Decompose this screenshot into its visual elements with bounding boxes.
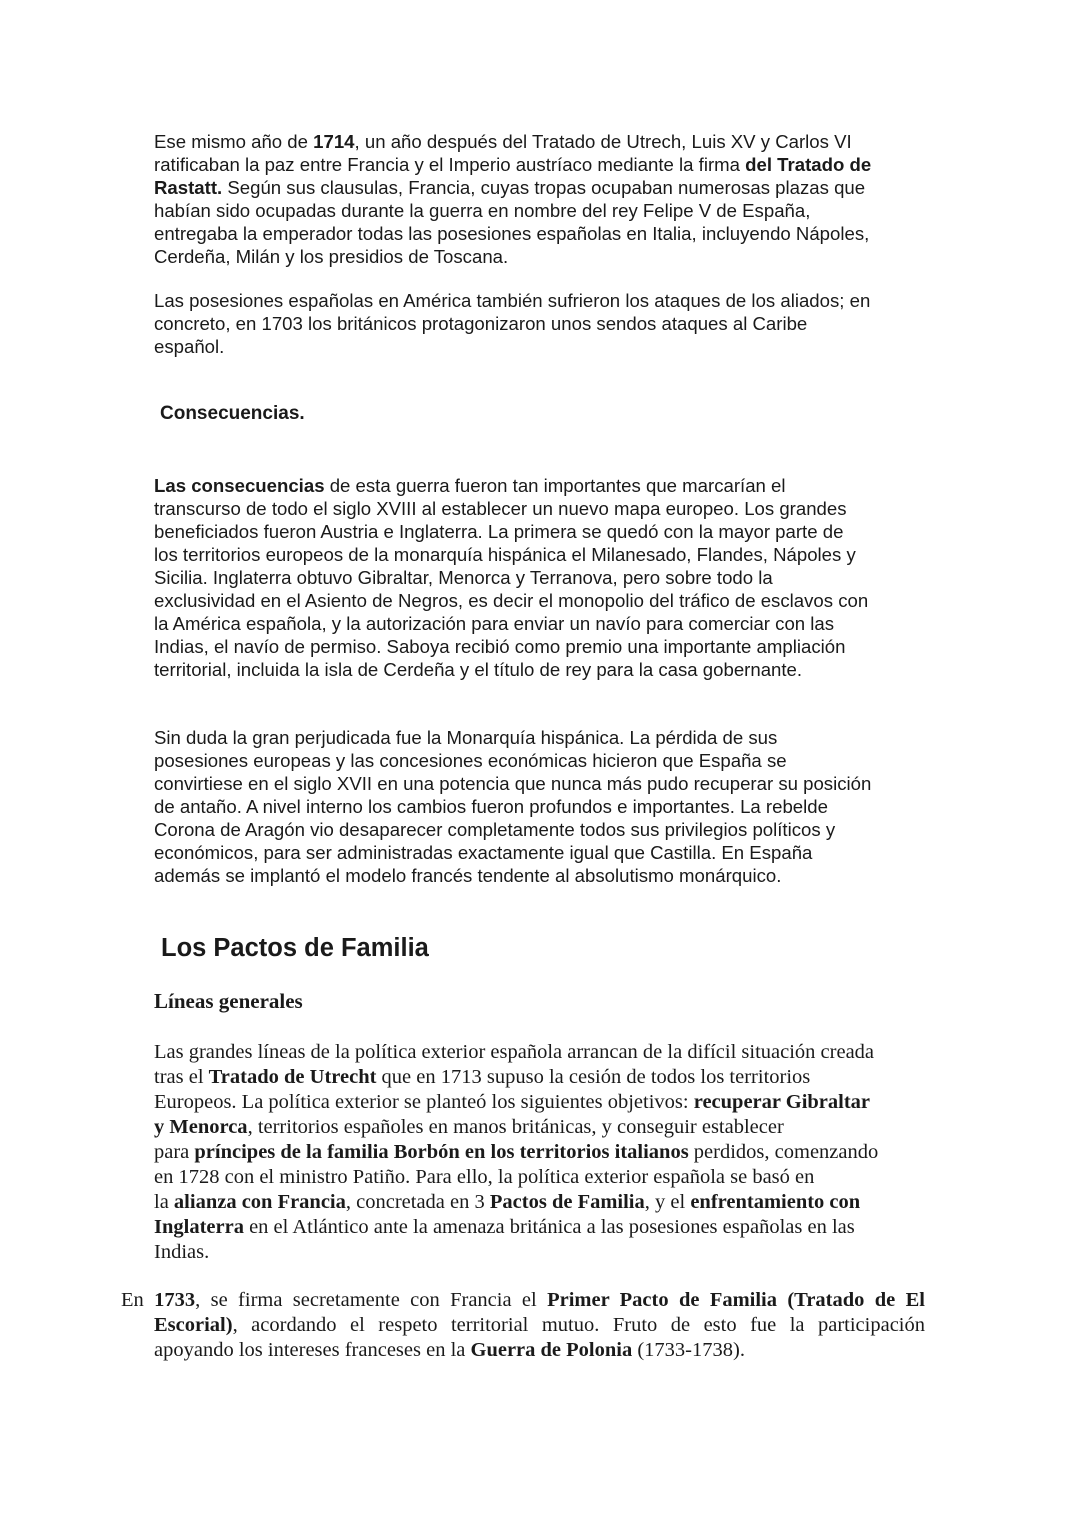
bold-text: Rastatt. xyxy=(154,177,223,198)
text-line xyxy=(121,1288,925,1313)
bold-text: Inglaterra xyxy=(154,1216,244,1238)
text: (1733-1738). xyxy=(632,1339,745,1361)
text: territorial, incluida la isla de Cerdeña y el título de rey para la casa gobernante. xyxy=(154,659,803,680)
text-line xyxy=(154,589,944,612)
text: entregaba la emperador todas las posesiones españolas en Italia, incluyendo Nápoles, xyxy=(154,223,870,244)
paragraph-rastatt xyxy=(154,130,944,268)
text-line xyxy=(154,176,944,199)
text: apoyando los intereses franceses en la xyxy=(154,1339,471,1361)
text: de esta guerra fueron tan importantes que marcarían el xyxy=(324,475,786,496)
bold-text: enfrentamiento con xyxy=(690,1191,861,1213)
text: español. xyxy=(154,336,225,357)
text: para xyxy=(154,1141,195,1163)
text: en 1728 con el ministro Patiño. Para ello, la política exterior española se basó en xyxy=(154,1166,815,1188)
text-line xyxy=(154,818,944,841)
text-line xyxy=(154,1165,944,1190)
paragraph-lineas-generales xyxy=(154,1040,944,1265)
text-line xyxy=(154,795,944,818)
text: económicos, para ser administradas exactamente igual que Castilla. En España xyxy=(154,842,813,863)
paragraph-primer-pacto xyxy=(121,1288,944,1363)
bold-text: Tratado de Utrecht xyxy=(208,1066,377,1088)
text-line xyxy=(154,1115,944,1140)
text: además se implantó el modelo francés tendente al absolutismo monárquico. xyxy=(154,865,782,886)
heading-pactos-de-familia: Los Pactos de Familia xyxy=(161,934,429,962)
bold-text: 1714 xyxy=(313,131,355,152)
text-line xyxy=(154,1065,944,1090)
text-line xyxy=(154,312,944,335)
heading-lineas-generales: Líneas generales xyxy=(154,989,303,1013)
text: tras el xyxy=(154,1066,209,1088)
text-line xyxy=(154,199,944,222)
text: beneficiados fueron Austria e Inglaterra. La primera se quedó con la mayor parte de xyxy=(154,521,844,542)
text: Europeos. La política exterior se planteó los siguientes objetivos: xyxy=(154,1091,694,1113)
text: perdidos, comenzando xyxy=(688,1141,879,1163)
paragraph-monarquia xyxy=(154,726,944,887)
text: Cerdeña, Milán y los presidios de Toscana. xyxy=(154,246,509,267)
text: habían sido ocupadas durante la guerra en nombre del rey Felipe V de España, xyxy=(154,200,811,221)
bold-text: Primer Pacto de Familia (Tratado de El xyxy=(547,1289,925,1311)
text: en el Atlántico ante la amenaza británica a las posesiones españolas en las xyxy=(243,1216,855,1238)
text-line xyxy=(154,1190,944,1215)
text: , acordando el respeto territorial mutuo. Fruto de esto fue la participación xyxy=(232,1314,925,1336)
text: , territorios españoles en manos británicas, y conseguir establecer xyxy=(247,1116,784,1138)
text: Indias. xyxy=(154,1241,210,1263)
text: Según sus clausulas, Francia, cuyas tropas ocupaban numerosas plazas que xyxy=(222,177,866,198)
text: , y el xyxy=(644,1191,691,1213)
bold-text: Las consecuencias xyxy=(154,475,325,496)
text-line xyxy=(154,1313,925,1338)
text-line xyxy=(154,1090,944,1115)
text-line xyxy=(154,1040,944,1065)
text: convirtiese en el siglo XVII en una potencia que nunca más pudo recuperar su posición xyxy=(154,773,872,794)
text: Las posesiones españolas en América también sufrieron los ataques de los aliados; en xyxy=(154,290,871,311)
text-line xyxy=(154,245,944,268)
paragraph-consecuencias xyxy=(154,474,944,681)
bold-text: y Menorca xyxy=(154,1116,248,1138)
text: la América española, y la autorización para enviar un navío para comerciar con las xyxy=(154,613,835,634)
text: , se firma secretamente con Francia el xyxy=(195,1289,548,1311)
text-line xyxy=(154,222,944,245)
bold-text: del Tratado de xyxy=(745,154,872,175)
text-line xyxy=(154,130,944,153)
text-line xyxy=(154,520,944,543)
text-line xyxy=(154,289,944,312)
text: Las grandes líneas de la política exterior española arrancan de la difícil situación creada xyxy=(154,1041,875,1063)
text-line xyxy=(154,658,944,681)
text: posesiones europeas y las concesiones económicas hicieron que España se xyxy=(154,750,787,771)
text-line xyxy=(154,1338,925,1363)
text-line xyxy=(154,474,944,497)
bold-text: Pactos de Familia xyxy=(489,1191,645,1213)
paragraph-america xyxy=(154,289,944,358)
bold-text: Escorial) xyxy=(154,1314,233,1336)
text: concreto, en 1703 los británicos protagonizaron unos sendos ataques al Caribe xyxy=(154,313,808,334)
text: de antaño. A nivel interno los cambios fueron profundos e importantes. La rebelde xyxy=(154,796,828,817)
text-line xyxy=(154,543,944,566)
text: , concretada en 3 xyxy=(345,1191,490,1213)
text: Indias, el navío de permiso. Saboya recibió como premio una importante ampliación xyxy=(154,636,846,657)
bold-text: alianza con Francia xyxy=(173,1191,346,1213)
text-line xyxy=(154,566,944,589)
text-line xyxy=(154,749,944,772)
text-line xyxy=(154,772,944,795)
heading-consecuencias: Consecuencias. xyxy=(160,403,305,424)
text: Corona de Aragón vio desaparecer completamente todos sus privilegios políticos y xyxy=(154,819,836,840)
text: que en 1713 supuso la cesión de todos los territorios xyxy=(376,1066,811,1088)
text: los territorios europeos de la monarquía hispánica el Milanesado, Flandes, Nápoles y xyxy=(154,544,856,565)
bold-text: príncipes de la familia Borbón en los territorios italianos xyxy=(194,1141,689,1163)
text-line xyxy=(154,497,944,520)
text: Ese mismo año de xyxy=(154,131,314,152)
bold-text: Guerra de Polonia xyxy=(470,1339,633,1361)
text-line xyxy=(154,1140,944,1165)
text: exclusividad en el Asiento de Negros, es decir el monopolio del tráfico de esclavos con xyxy=(154,590,869,611)
text: , un año después del Tratado de Utrech, Luis XV y Carlos VI xyxy=(354,131,852,152)
text-line xyxy=(154,153,944,176)
text-line xyxy=(154,841,944,864)
text: Sin duda la gran perjudicada fue la Monarquía hispánica. La pérdida de sus xyxy=(154,727,778,748)
text-line xyxy=(154,612,944,635)
text: ratificaban la paz entre Francia y el Imperio austríaco mediante la firma xyxy=(154,154,746,175)
text: la xyxy=(154,1191,174,1213)
text-line xyxy=(154,635,944,658)
text: transcurso de todo el siglo XVIII al establecer un nuevo mapa europeo. Los grandes xyxy=(154,498,847,519)
text: En xyxy=(121,1289,155,1311)
bold-text: 1733 xyxy=(154,1289,196,1311)
text-line xyxy=(154,1215,944,1240)
text-line xyxy=(154,335,944,358)
text-line xyxy=(154,864,944,887)
text-line xyxy=(154,1240,944,1265)
text-line xyxy=(154,726,944,749)
bold-text: recuperar Gibraltar xyxy=(693,1091,871,1113)
text: Sicilia. Inglaterra obtuvo Gibraltar, Menorca y Terranova, pero sobre todo la xyxy=(154,567,773,588)
